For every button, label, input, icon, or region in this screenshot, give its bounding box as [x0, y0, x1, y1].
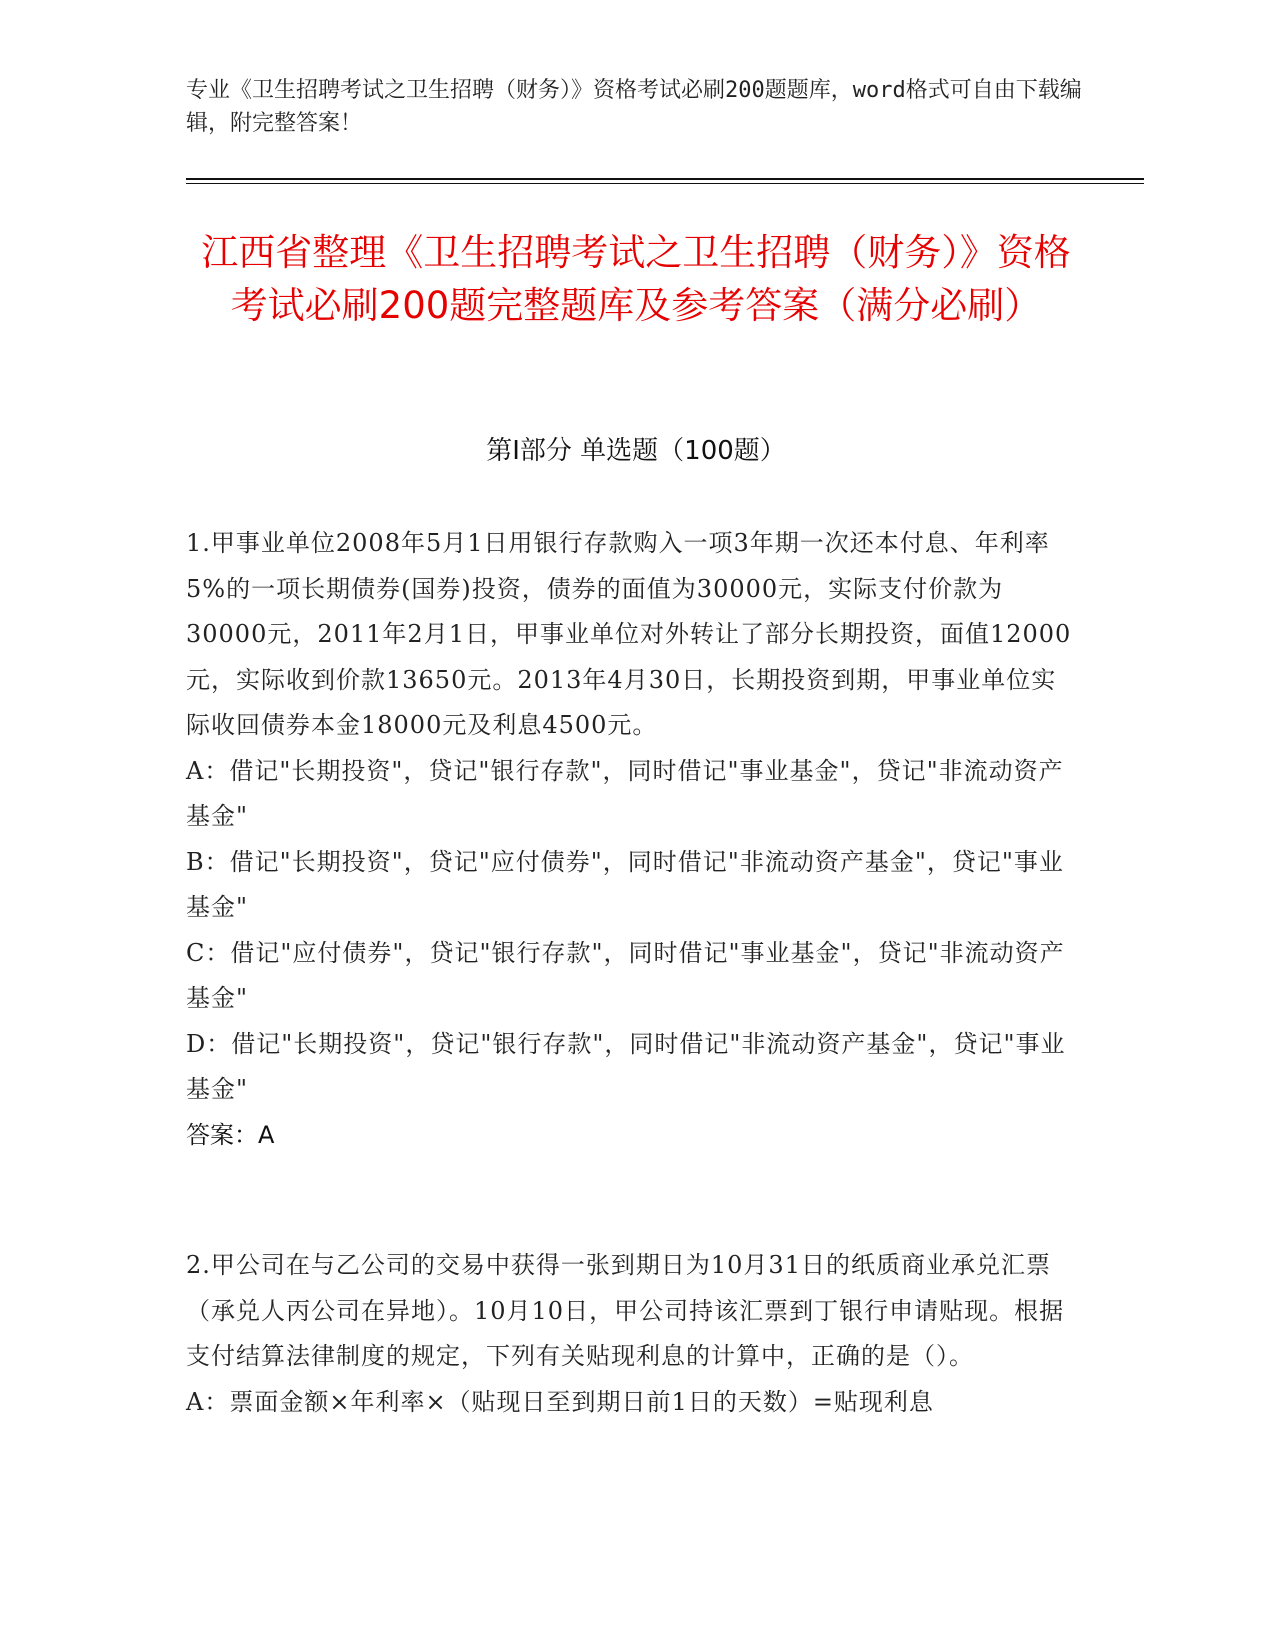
header-divider-thin: [186, 183, 1144, 184]
question-1-option-c: C：借记"应付债券"，贷记"银行存款"，同时借记"事业基金"，贷记"非流动资产基金": [186, 938, 1065, 1012]
question-2-option-a: A：票面金额×年利率×（贴现日至到期日前1日的天数）=贴现利息: [186, 1387, 934, 1416]
section-heading: 第Ⅰ部分 单选题（100题）: [486, 436, 786, 466]
document-title: 江西省整理《卫生招聘考试之卫生招聘（财务）》资格考试必刷200题完整题库及参考答案（满分必刷）: [201, 231, 1071, 327]
question-2: [186, 1243, 1076, 1425]
question-1: [186, 521, 1076, 1158]
question-1-text: 1.甲事业单位2008年5月1日用银行存款购入一项3年期一次还本付息、年利率5%的一项长期债券(国券)投资，债券的面值为30000元，实际支付价款为30000元，2011年2月1日，甲事业单位对外转让了部分长期投资，面值12000元，实际收到价款13650元。2013年4月30日，长期投资到期，甲事业单位实际收回债券本金18000元及利息4500元。: [186, 529, 1072, 739]
header-divider-thick: [186, 178, 1144, 180]
question-1-answer: 答案：A: [186, 1120, 275, 1149]
header-note: 专业《卫生招聘考试之卫生招聘（财务）》资格考试必刷200题题库，word格式可自由下载编辑，附完整答案！: [186, 78, 1082, 136]
question-1-option-a: A：借记"长期投资"，贷记"银行存款"，同时借记"事业基金"，贷记"非流动资产基金": [186, 756, 1064, 830]
question-1-option-b: B：借记"长期投资"，贷记"应付债券"，同时借记"非流动资产基金"，贷记"事业基金": [186, 847, 1064, 921]
question-1-option-d: D：借记"长期投资"，贷记"银行存款"，同时借记"非流动资产基金"，贷记"事业基金": [186, 1029, 1066, 1103]
question-2-text: 2.甲公司在与乙公司的交易中获得一张到期日为10月31日的纸质商业承兑汇票（承兑人丙公司在异地）。10月10日，甲公司持该汇票到丁银行申请贴现。根据支付结算法律制度的规定，下列有关贴现利息的计算中，正确的是（）。: [186, 1251, 1065, 1370]
